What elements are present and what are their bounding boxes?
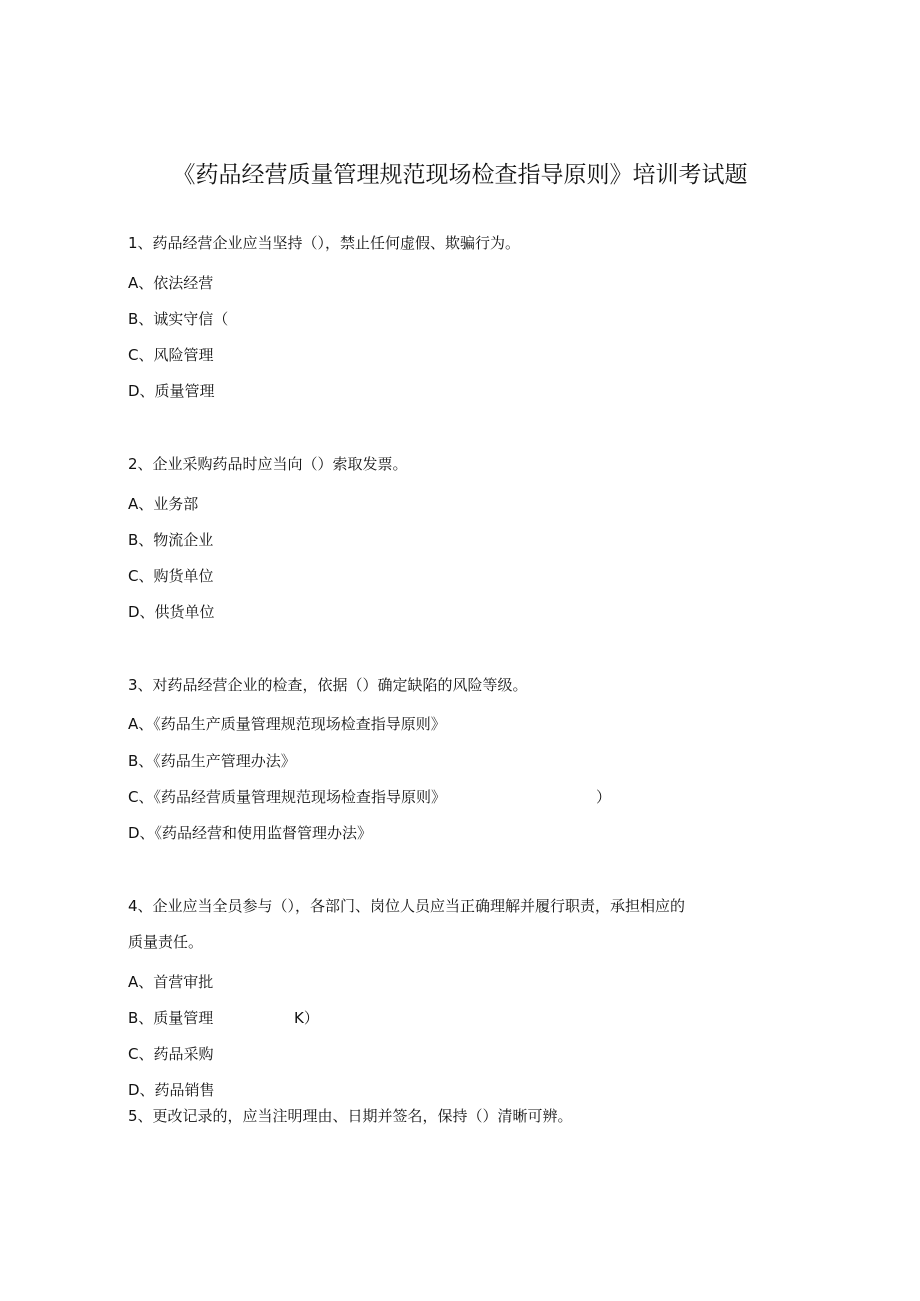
question-4-option-b-mark: K） xyxy=(294,1009,319,1027)
question-3-option-d: D、《药品经营和使用监督管理办法》 xyxy=(128,824,373,842)
question-1-stem: 1、药品经营企业应当坚持（），禁止任何虚假、欺骗行为。 xyxy=(128,234,521,252)
question-1-option-b: B、诚实守信（ xyxy=(128,310,229,328)
question-2-option-d: D、供货单位 xyxy=(128,603,215,621)
question-1-option-a: A、依法经营 xyxy=(128,274,214,292)
question-2-option-b: B、物流企业 xyxy=(128,531,214,549)
question-3-option-a: A、《药品生产质量管理规范现场检查指导原则》 xyxy=(128,715,446,733)
question-1-option-d: D、质量管理 xyxy=(128,382,215,400)
question-4-option-c: C、药品采购 xyxy=(128,1045,214,1063)
question-4-stem-cont: 质量责任。 xyxy=(128,933,204,951)
question-4-option-a: A、首营审批 xyxy=(128,973,214,991)
question-2-option-a: A、业务部 xyxy=(128,495,199,513)
question-4-option-d: D、药品销售 xyxy=(128,1081,215,1099)
question-1-option-c: C、风险管理 xyxy=(128,346,214,364)
question-3-option-b: B、《药品生产管理办法》 xyxy=(128,752,296,770)
page-title: 《药品经营质量管理规范现场检查指导原则》培训考试题 xyxy=(172,162,748,188)
question-5-stem: 5、更改记录的，应当注明理由、日期并签名，保持（）清晰可辨。 xyxy=(128,1107,573,1125)
question-2-option-c: C、购货单位 xyxy=(128,567,214,585)
question-2-stem: 2、企业采购药品时应当向（）索取发票。 xyxy=(128,455,408,473)
question-4-stem: 4、企业应当全员参与（），各部门、岗位人员应当正确理解并履行职责，承担相应的 xyxy=(128,897,686,915)
question-3-stem: 3、对药品经营企业的检查，依据（）确定缺陷的风险等级。 xyxy=(128,676,528,694)
question-4-option-b: B、质量管理 xyxy=(128,1009,214,1027)
question-3-option-c: C、《药品经营质量管理规范现场检查指导原则》 xyxy=(128,788,446,806)
question-3-option-c-mark: ） xyxy=(596,788,612,806)
